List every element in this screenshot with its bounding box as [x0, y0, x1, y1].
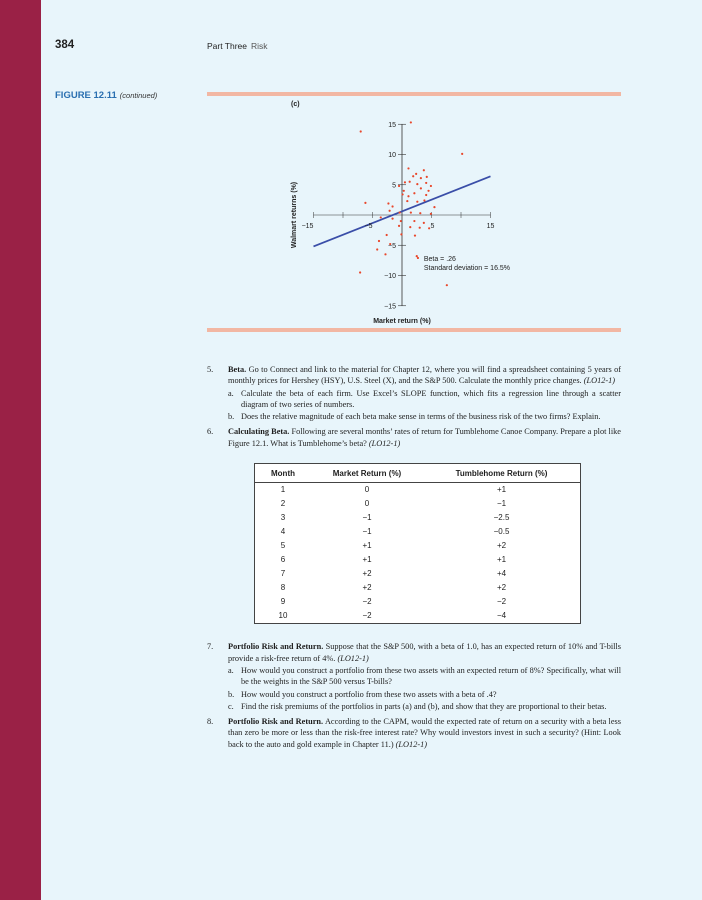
data-point	[420, 177, 422, 179]
figure-top-rule	[207, 92, 621, 96]
header-market-return: Market Return (%)	[311, 464, 423, 483]
data-point	[398, 185, 400, 187]
y-tick-label: 10	[388, 152, 396, 159]
y-tick-label: 5	[392, 182, 396, 190]
table-row	[255, 581, 581, 595]
problem-title: Calculating Beta.	[228, 427, 290, 437]
data-point	[378, 240, 380, 242]
cell-tumblehome-return: −2.5	[493, 513, 510, 523]
data-point	[407, 195, 409, 197]
data-point	[433, 206, 435, 208]
problem-title: Portfolio Risk and Return.	[228, 642, 324, 652]
x-tick-label: 5	[430, 223, 435, 230]
x-tick-label: 15	[486, 223, 495, 230]
cell-tumblehome-return: −2	[496, 597, 507, 607]
cell-market-return: +2	[362, 583, 372, 593]
data-point	[419, 212, 421, 214]
running-head	[207, 41, 268, 51]
y-tick-label: −5	[388, 242, 396, 250]
cell-tumblehome-return: +4	[496, 569, 507, 579]
cell-market-return: +1	[362, 541, 372, 551]
figure-continued: (continued)	[119, 91, 158, 100]
cell-tumblehome-return: −1	[496, 499, 507, 509]
cell-month: 10	[278, 611, 288, 621]
problem-number: 7.	[207, 642, 214, 652]
scatter-chart	[286, 110, 556, 330]
data-point	[430, 213, 432, 215]
cell-month: 8	[280, 583, 286, 593]
data-point	[384, 253, 386, 255]
problem-6	[207, 426, 621, 449]
data-point	[425, 194, 427, 196]
problem-text: Suppose that the S&P 500, with a beta of 1.0, has an expected return of 10% and T-bills provide a risk-free return of 4%.	[228, 642, 621, 663]
legend-point-marker	[417, 257, 419, 259]
data-point	[414, 234, 416, 236]
data-point	[364, 202, 366, 204]
cell-market-return: 0	[364, 499, 370, 509]
table-row	[255, 567, 581, 581]
table-header-row	[255, 464, 581, 483]
subitem-c	[228, 701, 621, 712]
panel-label: (c)	[291, 101, 300, 108]
table-body	[255, 483, 581, 624]
subitem-letter: a.	[228, 388, 234, 398]
y-tick-label: −10	[384, 273, 396, 280]
table-row	[255, 497, 581, 511]
data-point	[416, 183, 418, 185]
subitem-letter: c.	[228, 701, 234, 711]
cell-month: 9	[280, 597, 286, 607]
subitem-text: How would you construct a portfolio from these two assets with a beta of .4?	[241, 689, 497, 699]
data-point	[386, 234, 388, 236]
data-point	[389, 210, 391, 212]
problem-number: 6.	[207, 427, 214, 437]
page-number: 384	[55, 39, 75, 51]
figure-bottom-rule	[207, 328, 621, 332]
problem-8	[207, 716, 621, 750]
subitem-a	[228, 665, 621, 688]
cell-month: 1	[280, 485, 286, 495]
cell-month: 4	[280, 527, 286, 537]
cell-tumblehome-return: +2	[496, 583, 507, 593]
chart-axes	[314, 121, 491, 306]
problem-number: 5.	[207, 365, 214, 374]
data-point	[420, 187, 422, 189]
data-point	[391, 205, 393, 207]
y-axis-label: Walmart returns (%)	[291, 181, 298, 249]
cell-market-return: −2	[362, 597, 372, 607]
data-point	[426, 176, 428, 178]
data-point	[400, 220, 402, 222]
header-month: Month	[255, 464, 312, 483]
cell-market-return: +1	[362, 555, 372, 565]
data-point	[409, 226, 411, 228]
data-point	[427, 190, 429, 192]
data-point	[360, 130, 362, 132]
section-label: Risk	[251, 41, 268, 51]
data-point	[423, 222, 425, 224]
cell-month: 2	[280, 499, 286, 509]
cell-month: 7	[280, 569, 286, 579]
learning-objective: (LO12-1)	[395, 739, 428, 749]
cell-tumblehome-return: +2	[496, 541, 507, 551]
data-point	[461, 153, 463, 155]
table-row	[255, 525, 581, 539]
learning-objective: (LO12-1)	[583, 376, 616, 386]
page-spine-band	[0, 0, 41, 900]
subitem-text: How would you construct a portfolio from these two assets with an expected return of 8%? Specifically, what will be the weights in the S&P 500 versus T-bills?	[241, 665, 621, 687]
problem-text: Go to Connect and link to the material for Chapter 12, where you will find a spreadsheet containing 5 years of monthly prices for Hershey (HSY), U.S. Steel (X), and the S&P 500. Calculate the monthly price changes.	[228, 365, 622, 386]
subitem-b	[228, 689, 621, 700]
data-point	[403, 190, 405, 192]
data-point	[413, 192, 415, 194]
x-axis-label: Market return (%)	[373, 318, 431, 325]
figure-label	[55, 90, 157, 101]
cell-market-return: 0	[364, 485, 370, 495]
cell-market-return: −2	[362, 611, 372, 621]
cell-tumblehome-return: −0.5	[493, 527, 510, 537]
data-point	[410, 211, 412, 213]
x-tick-label: −5	[364, 223, 373, 230]
annotation-std-dev: Standard deviation = 16.5%	[423, 265, 511, 273]
data-point	[359, 271, 361, 273]
table-row	[255, 539, 581, 553]
data-point	[413, 220, 415, 222]
problem-text: According to the CAPM, would the expected rate of return on a security with a beta less than zero be more or less than the risk-free interest rate? Why would investors invest in such a security? (Hint: Look back to the auto and gold example in Chapter 11.)	[228, 717, 622, 749]
data-point	[430, 185, 432, 187]
cell-market-return: +2	[362, 569, 372, 579]
annotation-beta: Beta = .26	[423, 256, 456, 264]
returns-table	[254, 463, 581, 624]
data-point	[412, 175, 414, 177]
data-point	[387, 202, 389, 204]
table-row	[255, 553, 581, 567]
x-tick-label: −15	[301, 223, 314, 230]
data-point	[446, 284, 448, 286]
figure-number: FIGURE 12.11	[55, 90, 117, 101]
table-row	[255, 511, 581, 525]
data-point	[401, 193, 403, 195]
data-point	[404, 181, 406, 183]
data-point	[380, 216, 382, 218]
cell-month: 5	[280, 541, 286, 551]
problem-text: Following are several months’ rates of return for Tumblehome Canoe Company. Prepare a plot like Figure 12.1. What is Tumblehome’s beta?	[228, 427, 621, 448]
data-point	[423, 199, 425, 201]
data-point	[407, 167, 409, 169]
data-point	[425, 182, 427, 184]
cell-market-return: −1	[362, 527, 372, 537]
cell-tumblehome-return: +1	[496, 555, 507, 565]
subitem-text: Find the risk premiums of the portfolios in parts (a) and (b), and show that they are proportional to their betas.	[241, 701, 607, 711]
part-label: Part Three	[207, 41, 248, 51]
problem-5	[207, 364, 621, 422]
header-tumblehome-return: Tumblehome Return (%)	[423, 464, 581, 483]
problem-title: Portfolio Risk and Return.	[228, 717, 324, 727]
problem-title: Beta.	[228, 365, 247, 374]
table-row	[255, 595, 581, 609]
subitem-a	[228, 388, 621, 411]
cell-month: 6	[280, 555, 286, 565]
cell-tumblehome-return: −4	[496, 611, 507, 621]
table-row	[255, 609, 581, 624]
data-point	[409, 181, 411, 183]
problem-number: 8.	[207, 717, 214, 727]
data-point	[398, 225, 400, 227]
data-point	[410, 121, 412, 123]
subitem-text: Does the relative magnitude of each beta make sense in terms of the business risk of the two firms? Explain.	[241, 412, 601, 422]
data-point	[415, 173, 417, 175]
data-point	[376, 248, 378, 250]
subitem-text: Calculate the beta of each firm. Use Excel’s SLOPE function, which fits a regression line through a scatter diagram of two series of numbers.	[241, 388, 621, 409]
problem-list	[207, 364, 621, 754]
y-tick-label: −15	[384, 303, 396, 311]
cell-tumblehome-return: +1	[496, 485, 507, 495]
learning-objective: (LO12-1)	[337, 653, 369, 663]
cell-month: 3	[280, 513, 286, 523]
cell-market-return: −1	[362, 513, 372, 523]
y-tick-label: 15	[388, 121, 396, 129]
data-point	[423, 169, 425, 171]
data-point	[391, 218, 393, 220]
table-row	[255, 483, 581, 498]
data-point	[400, 233, 402, 235]
data-point	[419, 227, 421, 229]
data-point	[406, 200, 408, 202]
problem-7	[207, 641, 621, 712]
data-point	[416, 201, 418, 203]
subitem-letter: b.	[228, 412, 235, 422]
data-point	[399, 211, 401, 213]
data-point	[416, 255, 418, 257]
learning-objective: (LO12-1)	[368, 438, 401, 448]
chart-labels	[291, 122, 510, 325]
subitem-letter: b.	[228, 689, 235, 699]
subitem-letter: a.	[228, 665, 234, 675]
subitem-b	[228, 411, 621, 422]
